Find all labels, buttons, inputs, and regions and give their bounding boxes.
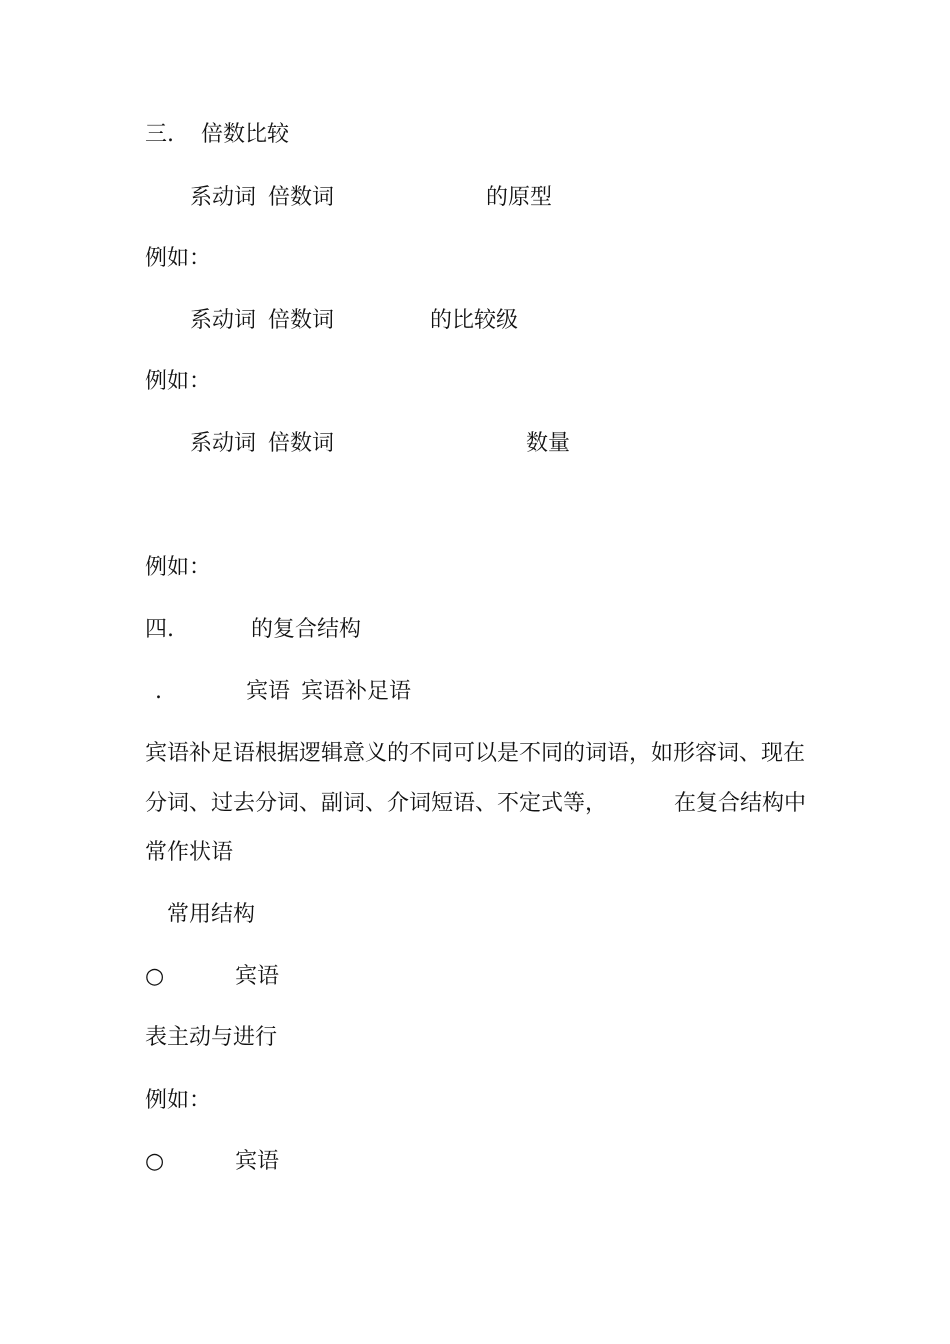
subsection-1-marker: . <box>155 679 162 704</box>
pattern-1-verb: 系动词 <box>190 185 257 210</box>
paragraph-line-2a: 分词、过去分词、副词、介词短语、不定式等， <box>145 791 608 816</box>
pattern-1-tail: 的原型 <box>486 185 553 210</box>
example-3-label: 例如： <box>145 555 212 580</box>
bullet-2-circle-icon: ○ <box>145 1149 165 1174</box>
section-3-title: 倍数比较 <box>201 122 290 147</box>
example-2-label: 例如： <box>145 369 212 394</box>
pattern-2-tail: 的比较级 <box>430 308 519 333</box>
paragraph-line-3: 常作状语 <box>145 840 234 865</box>
pattern-3-multiplier: 倍数词 <box>268 431 335 456</box>
paragraph-line-2b: 在复合结构中 <box>674 791 807 816</box>
paragraph-line-1: 宾语补足语根据逻辑意义的不同可以是不同的词语，如形容词、现在 <box>145 741 806 766</box>
bullet-1-text: 宾语 <box>235 964 280 989</box>
section-4-title: 的复合结构 <box>251 617 362 642</box>
pattern-1-multiplier: 倍数词 <box>268 185 335 210</box>
bullet-1-meaning: 表主动与进行 <box>145 1025 278 1050</box>
example-4-label: 例如： <box>145 1088 212 1113</box>
pattern-2-verb: 系动词 <box>190 308 257 333</box>
pattern-2-multiplier: 倍数词 <box>268 308 335 333</box>
section-4-number: 四. <box>145 617 174 642</box>
section-3-number: 三. <box>145 122 174 147</box>
subsection-1-object: 宾语 <box>246 679 291 704</box>
example-1-label: 例如： <box>145 246 212 271</box>
pattern-3-tail: 数量 <box>526 431 571 456</box>
common-structures-label: 常用结构 <box>167 902 256 927</box>
subsection-1-complement: 宾语补足语 <box>301 679 412 704</box>
bullet-1-circle-icon: ○ <box>145 964 165 989</box>
pattern-3-verb: 系动词 <box>190 431 257 456</box>
bullet-2-text: 宾语 <box>235 1149 280 1174</box>
